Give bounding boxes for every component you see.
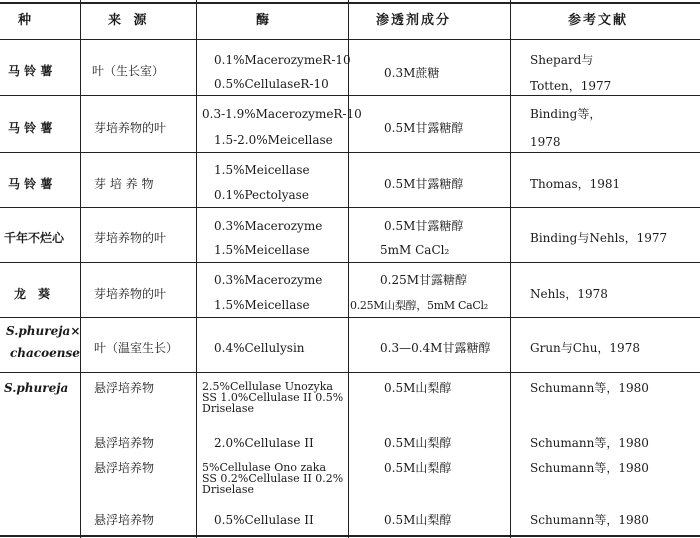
row-rule: [0, 262, 700, 263]
species-line: S.phureja×: [6, 324, 81, 338]
species-cell: 马 铃 薯: [8, 121, 53, 135]
source-cell: 悬浮培养物: [94, 381, 155, 395]
group-species: S.phureja: [4, 381, 69, 395]
header-species: 种: [18, 13, 36, 28]
enzyme-line: 0.4%Cellulysin: [214, 341, 305, 355]
enzyme-line: Driselase: [202, 402, 254, 415]
osmoticum-cell: 0.3—0.4M甘露糖醇: [380, 341, 491, 355]
enzyme-line: 0.3-1.9%MacerozymeR-10: [202, 107, 362, 121]
reference-line: Schumann等，1980: [530, 436, 649, 450]
osmoticum-line: 5mM CaCl₂: [380, 243, 450, 257]
enzyme-line: Driselase: [202, 483, 254, 496]
enzyme-line: 0.3%Macerozyme: [214, 273, 323, 287]
reference-line: Nehls，1978: [530, 287, 608, 301]
enzyme-line: 1.5-2.0%Meicellase: [214, 133, 333, 147]
header-reference: 参考文献: [568, 13, 629, 28]
top-rule: [0, 2, 700, 4]
osmoticum-cell: 0.5M甘露糖醇: [384, 121, 464, 135]
row-rule: [0, 95, 700, 96]
header-source: 来 源: [108, 13, 151, 28]
reference-line: Thomas，1981: [530, 177, 621, 191]
osmoticum-cell: 0.3M蔗糖: [384, 66, 440, 80]
column-rule: [510, 0, 511, 538]
column-rule: [80, 0, 81, 538]
enzyme-line: 0.5%CellulaseR-10: [214, 77, 329, 91]
row-rule: [0, 207, 700, 208]
osmoticum-cell: 0.5M山梨醇: [384, 381, 452, 395]
osmoticum-cell: 0.5M山梨醇: [384, 436, 452, 450]
species-cell: 马 铃 薯: [8, 64, 53, 78]
species-cell: 龙 葵: [14, 287, 51, 301]
osmoticum-line: 0.25M甘露糖醇: [380, 273, 468, 287]
bottom-rule: [0, 535, 700, 537]
header-osmoticum: 渗透剂成分: [376, 13, 452, 28]
source-cell: 芽培养物的叶: [94, 231, 167, 245]
enzyme-line: 1.5%Meicellase: [214, 243, 310, 257]
column-rule: [196, 0, 197, 538]
species-cell: 马 铃 薯: [8, 177, 53, 191]
row-rule: [0, 372, 700, 373]
enzyme-line: 1.5%Meicellase: [214, 298, 310, 312]
reference-line: Binding等，: [530, 107, 602, 121]
source-cell: 芽 培 养 物: [94, 177, 154, 191]
row-rule: [0, 152, 700, 153]
reference-line: Totten，1977: [530, 79, 612, 93]
enzyme-line: SS 1.0%Cellulase II 0.5%: [202, 391, 344, 404]
osmoticum-cell: 0.5M甘露糖醇: [384, 177, 464, 191]
source-cell: 叶（生长室）: [92, 64, 165, 78]
reference-line: 1978: [530, 135, 561, 149]
osmoticum-cell: 0.5M山梨醇: [384, 461, 452, 475]
source-cell: 悬浮培养物: [94, 513, 155, 527]
source-cell: 悬浮培养物: [94, 436, 155, 450]
reference-line: Schumann等，1980: [530, 461, 649, 475]
header-rule: [0, 39, 700, 40]
source-cell: 叶（温室生长）: [94, 341, 179, 355]
enzyme-line: 0.5%Cellulase II: [214, 513, 314, 527]
row-rule: [0, 317, 700, 318]
osmoticum-line: 0.5M甘露糖醇: [384, 219, 464, 233]
enzyme-line: 1.5%Meicellase: [214, 163, 310, 177]
enzyme-line: 0.1%Pectolyase: [214, 188, 309, 202]
species-cell: 千年不烂心: [4, 231, 65, 245]
osmoticum-line: 0.25M山梨醇，5mM CaCl₂: [350, 299, 488, 312]
enzyme-line: 2.0%Cellulase II: [214, 436, 314, 450]
header-enzyme: 酶: [256, 13, 274, 28]
reference-line: Schumann等，1980: [530, 381, 649, 395]
enzyme-line: 5%Cellulase Ono zaka: [202, 461, 327, 474]
reference-line: Schumann等，1980: [530, 513, 649, 527]
column-rule: [348, 0, 349, 538]
enzyme-line: 2.5%Cellulase Unozyka: [202, 380, 333, 393]
source-cell: 芽培养物的叶: [94, 287, 167, 301]
enzyme-line: SS 0.2%Cellulase II 0.2%: [202, 472, 344, 485]
reference-line: Binding与Nehls，1977: [530, 231, 668, 245]
reference-line: Grun与Chu，1978: [530, 341, 640, 355]
osmoticum-cell: 0.5M山梨醇: [384, 513, 452, 527]
source-cell: 芽培养物的叶: [94, 121, 167, 135]
species-line: chacoense: [10, 346, 80, 360]
enzyme-line: 0.1%MacerozymeR-10: [214, 53, 351, 67]
reference-line: Shepard与: [530, 53, 594, 67]
enzyme-line: 0.3%Macerozyme: [214, 219, 323, 233]
source-cell: 悬浮培养物: [94, 461, 155, 475]
